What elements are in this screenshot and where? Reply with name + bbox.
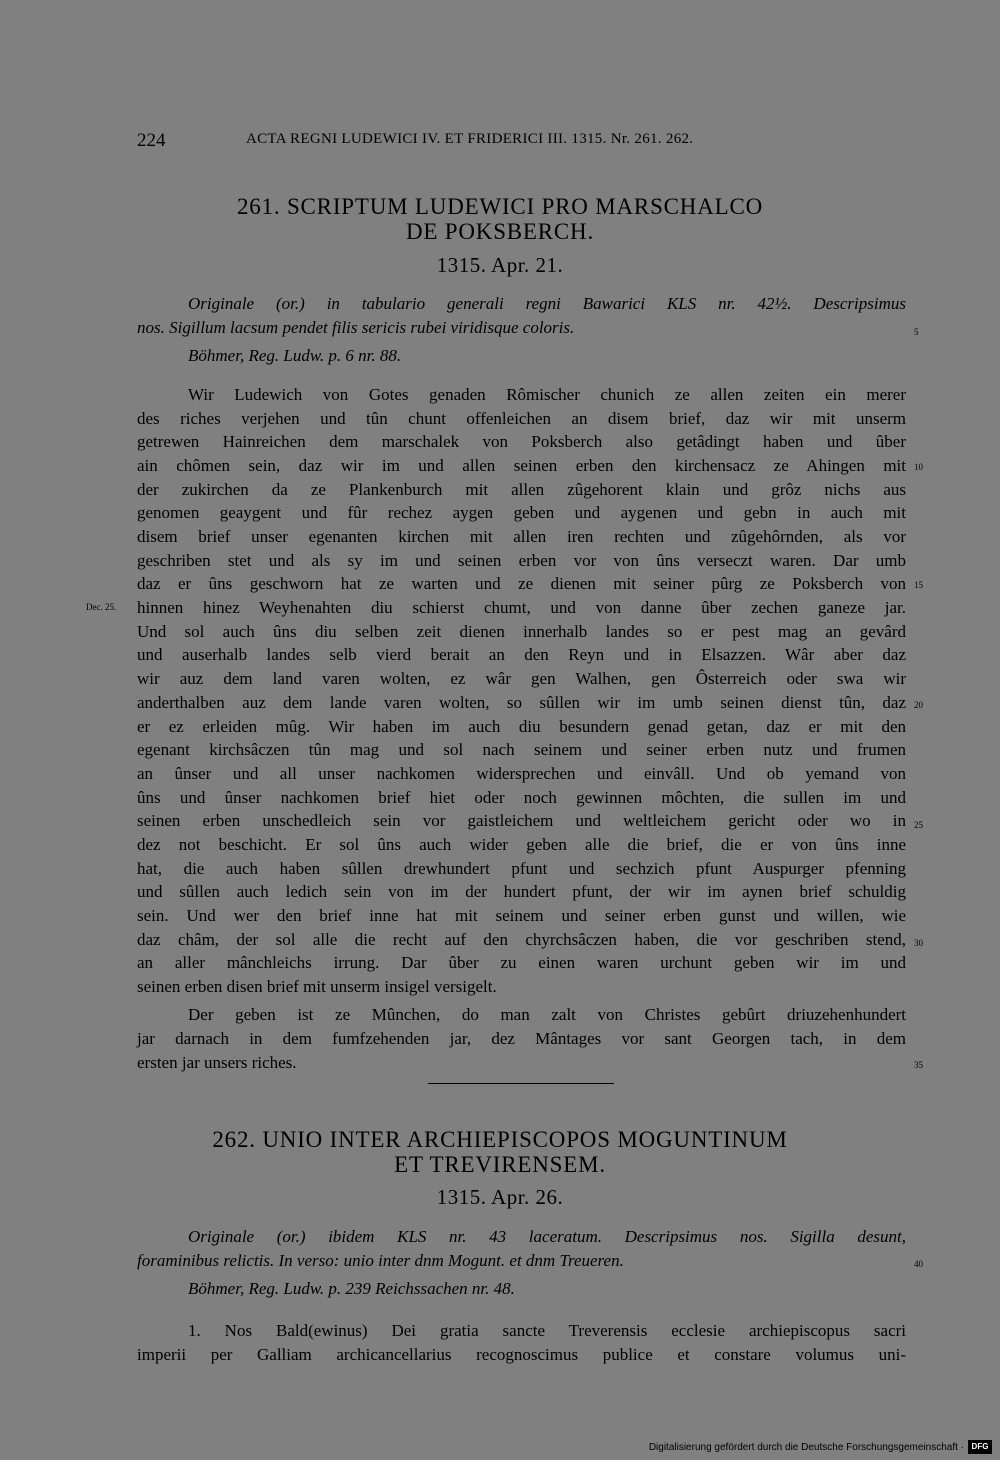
doc262-date: 1315. Apr. 26. (436, 1185, 564, 1209)
doc261-body-line: ain chômen sein, daz wir im und allen seinen erben den kirchensacz ze Ahingen mit (137, 456, 906, 476)
line-number: 15 (914, 580, 923, 590)
line-number: 5 (914, 327, 919, 337)
doc262-body-line2: imperii per Galliam archicancellarius recognoscimus publice et constare volumus uni- (137, 1345, 906, 1364)
doc261-body-line: daz châm, der sol alle die recht auf den chyrchsâczen haben, die vor geschriben stend, (137, 929, 906, 949)
doc261-body-line: wir auz dem land varen wolten, ez wâr gen Walhen, gen Ôsterreich oder swa wir (137, 669, 906, 689)
doc261-source-line3: Böhmer, Reg. Ludw. p. 6 nr. 88. (188, 346, 402, 365)
line-number: 35 (914, 1060, 923, 1070)
doc261-body-line: genomen geaygent und fûr rechez aygen geben und aygenen und gebn in auch mit (137, 503, 906, 523)
doc262-title-line2: ET TREVIRENSEM. (394, 1152, 606, 1177)
doc261-body-line: getrewen Hainreichen dem marschalek von Poksberch also getâdingt haben und ûber (137, 432, 906, 452)
doc261-body-line: daz er ûns geschworn hat ze warten und ze dienen mit seiner pûrg ze Poksberch von (137, 574, 906, 594)
doc261-source-line2: nos. Sigillum lacsum pendet filis sericis rubei viridisque coloris. (137, 318, 575, 337)
doc261-body-line: des riches verjehen und tûn chunt offenleichen an disem brief, daz wir mit unserm (137, 408, 906, 428)
doc261-body-line: jar darnach in dem fumfzehenden jar, dez Mântages vor sant Georgen tach, in dem (137, 1029, 906, 1048)
dfg-logo-icon: DFG (968, 1440, 992, 1454)
margin-note-date: Dec. 25. (86, 602, 117, 612)
running-header: ACTA REGNI LUDEWICI IV. ET FRIDERICI III. 1315. Nr. 261. 262. (246, 131, 694, 147)
doc262-source-line1: Originale (or.) ibidem KLS nr. 43 laceratum. Descripsimus nos. Sigilla desunt, (188, 1227, 906, 1246)
doc261-source-line1: Originale (or.) in tabulario generali regni Bawarici KLS nr. 42½. Descripsimus (188, 294, 906, 313)
doc261-body-line: ûns und ûnser nachkomen brief hiet oder noch gewinnen môchten, die sullen im und (137, 787, 906, 807)
doc261-body-line: hat, die auch haben sûllen drewhundert pfunt und sechzich pfunt Auspurger pfenning (137, 858, 906, 878)
doc261-body-line: ersten jar unsers riches. (137, 1053, 297, 1072)
page-number: 224 (137, 130, 166, 151)
doc261-date: 1315. Apr. 21. (436, 253, 564, 277)
doc261-body-line: Wir Ludewich von Gotes genaden Rômischer chunich ze allen zeiten ein merer (188, 385, 906, 404)
line-number: 40 (914, 1259, 923, 1269)
doc261-body-line: seinen erben disen brief mit unserm insigel versigelt. (137, 977, 497, 996)
doc261-body-line: er ez erleiden mûg. Wir haben im auch diu besundern genad getan, daz er mit den (137, 716, 906, 736)
doc261-title-line1: 261. SCRIPTUM LUDEWICI PRO MARSCHALCO (236, 194, 764, 219)
doc261-body-line: anderthalben auz dem lande varen wolten, so sûllen wir im umb seinen dienst tûn, daz (137, 692, 906, 712)
doc262-source-line2: foraminibus relictis. In verso: unio inter dnm Mogunt. et dnm Treueren. (137, 1251, 624, 1270)
line-number: 10 (914, 462, 923, 472)
doc262-body-line1: 1. Nos Bald(ewinus) Dei gratia sancte Treverensis ecclesie archiepiscopus sacri (188, 1321, 906, 1340)
doc261-body-line: hinnen hinez Weyhenahten diu schierst chumt, und von danne ûber zechen ganeze jar. (137, 598, 906, 618)
line-number: 25 (914, 820, 923, 830)
line-number: 20 (914, 700, 923, 710)
doc261-title-line2: DE POKSBERCH. (405, 219, 595, 244)
doc261-body-line: disem brief unser egenanten kirchen mit allen iren rechten und zûgehôrnden, als vor (137, 527, 906, 547)
doc261-body-line: sein. Und wer den brief inne hat mit seinem und seiner erben gunst und willen, wie (137, 905, 906, 925)
doc261-body-line: Und sol auch ûns diu selben zeit dienen innerhalb landes so er pest mag an gevârd (137, 621, 906, 641)
doc261-body-line: an ûnser und all unser nachkomen widersprechen und einvâll. Und ob yemand von (137, 763, 906, 783)
doc261-body-line: geschriben stet und als sy im und seinen erben vor von ûns verseczt waren. Dar umb (137, 550, 906, 570)
doc261-body-line: Der geben ist ze Mûnchen, do man zalt von Christes gebûrt driuzehenhundert (188, 1005, 906, 1024)
doc262-source-line3: Böhmer, Reg. Ludw. p. 239 Reichssachen nr. 48. (188, 1279, 515, 1298)
doc261-body-line: dez not beschicht. Er sol ûns auch wider geben alle die brief, die er von ûns inne (137, 834, 906, 854)
doc262-title-line1: 262. UNIO INTER ARCHIEPISCOPOS MOGUNTINUM (212, 1127, 788, 1152)
line-number: 30 (914, 938, 923, 948)
doc261-body-line: und auserhalb landes selb vierd berait an den Reyn und in Elsazzen. Wâr aber daz (137, 645, 906, 665)
footer-credit: Digitalisierung gefördert durch die Deutsche Forschungsgemeinschaft · (648, 1442, 964, 1453)
doc261-body-line: und sûllen auch ledich sein von im der hundert pfunt, der wir im aynen brief schuldig (137, 882, 906, 902)
doc261-body-line: egenant kirchsâczen tûn mag und sol nach seinem und seiner erben nutz und frumen (137, 740, 906, 760)
doc261-body-line: seinen erben unschedleich sein vor gaistleichem und weltleichem gericht oder wo in (137, 811, 906, 831)
doc261-body-line: der zukirchen da ze Plankenburch mit allen zûgehorent klain und grôz nichs aus (137, 479, 906, 499)
doc261-body-line: an aller mânchleichs irrung. Dar ûber zu einen waren urchunt geben wir im und (137, 953, 906, 973)
section-separator (428, 1083, 614, 1084)
